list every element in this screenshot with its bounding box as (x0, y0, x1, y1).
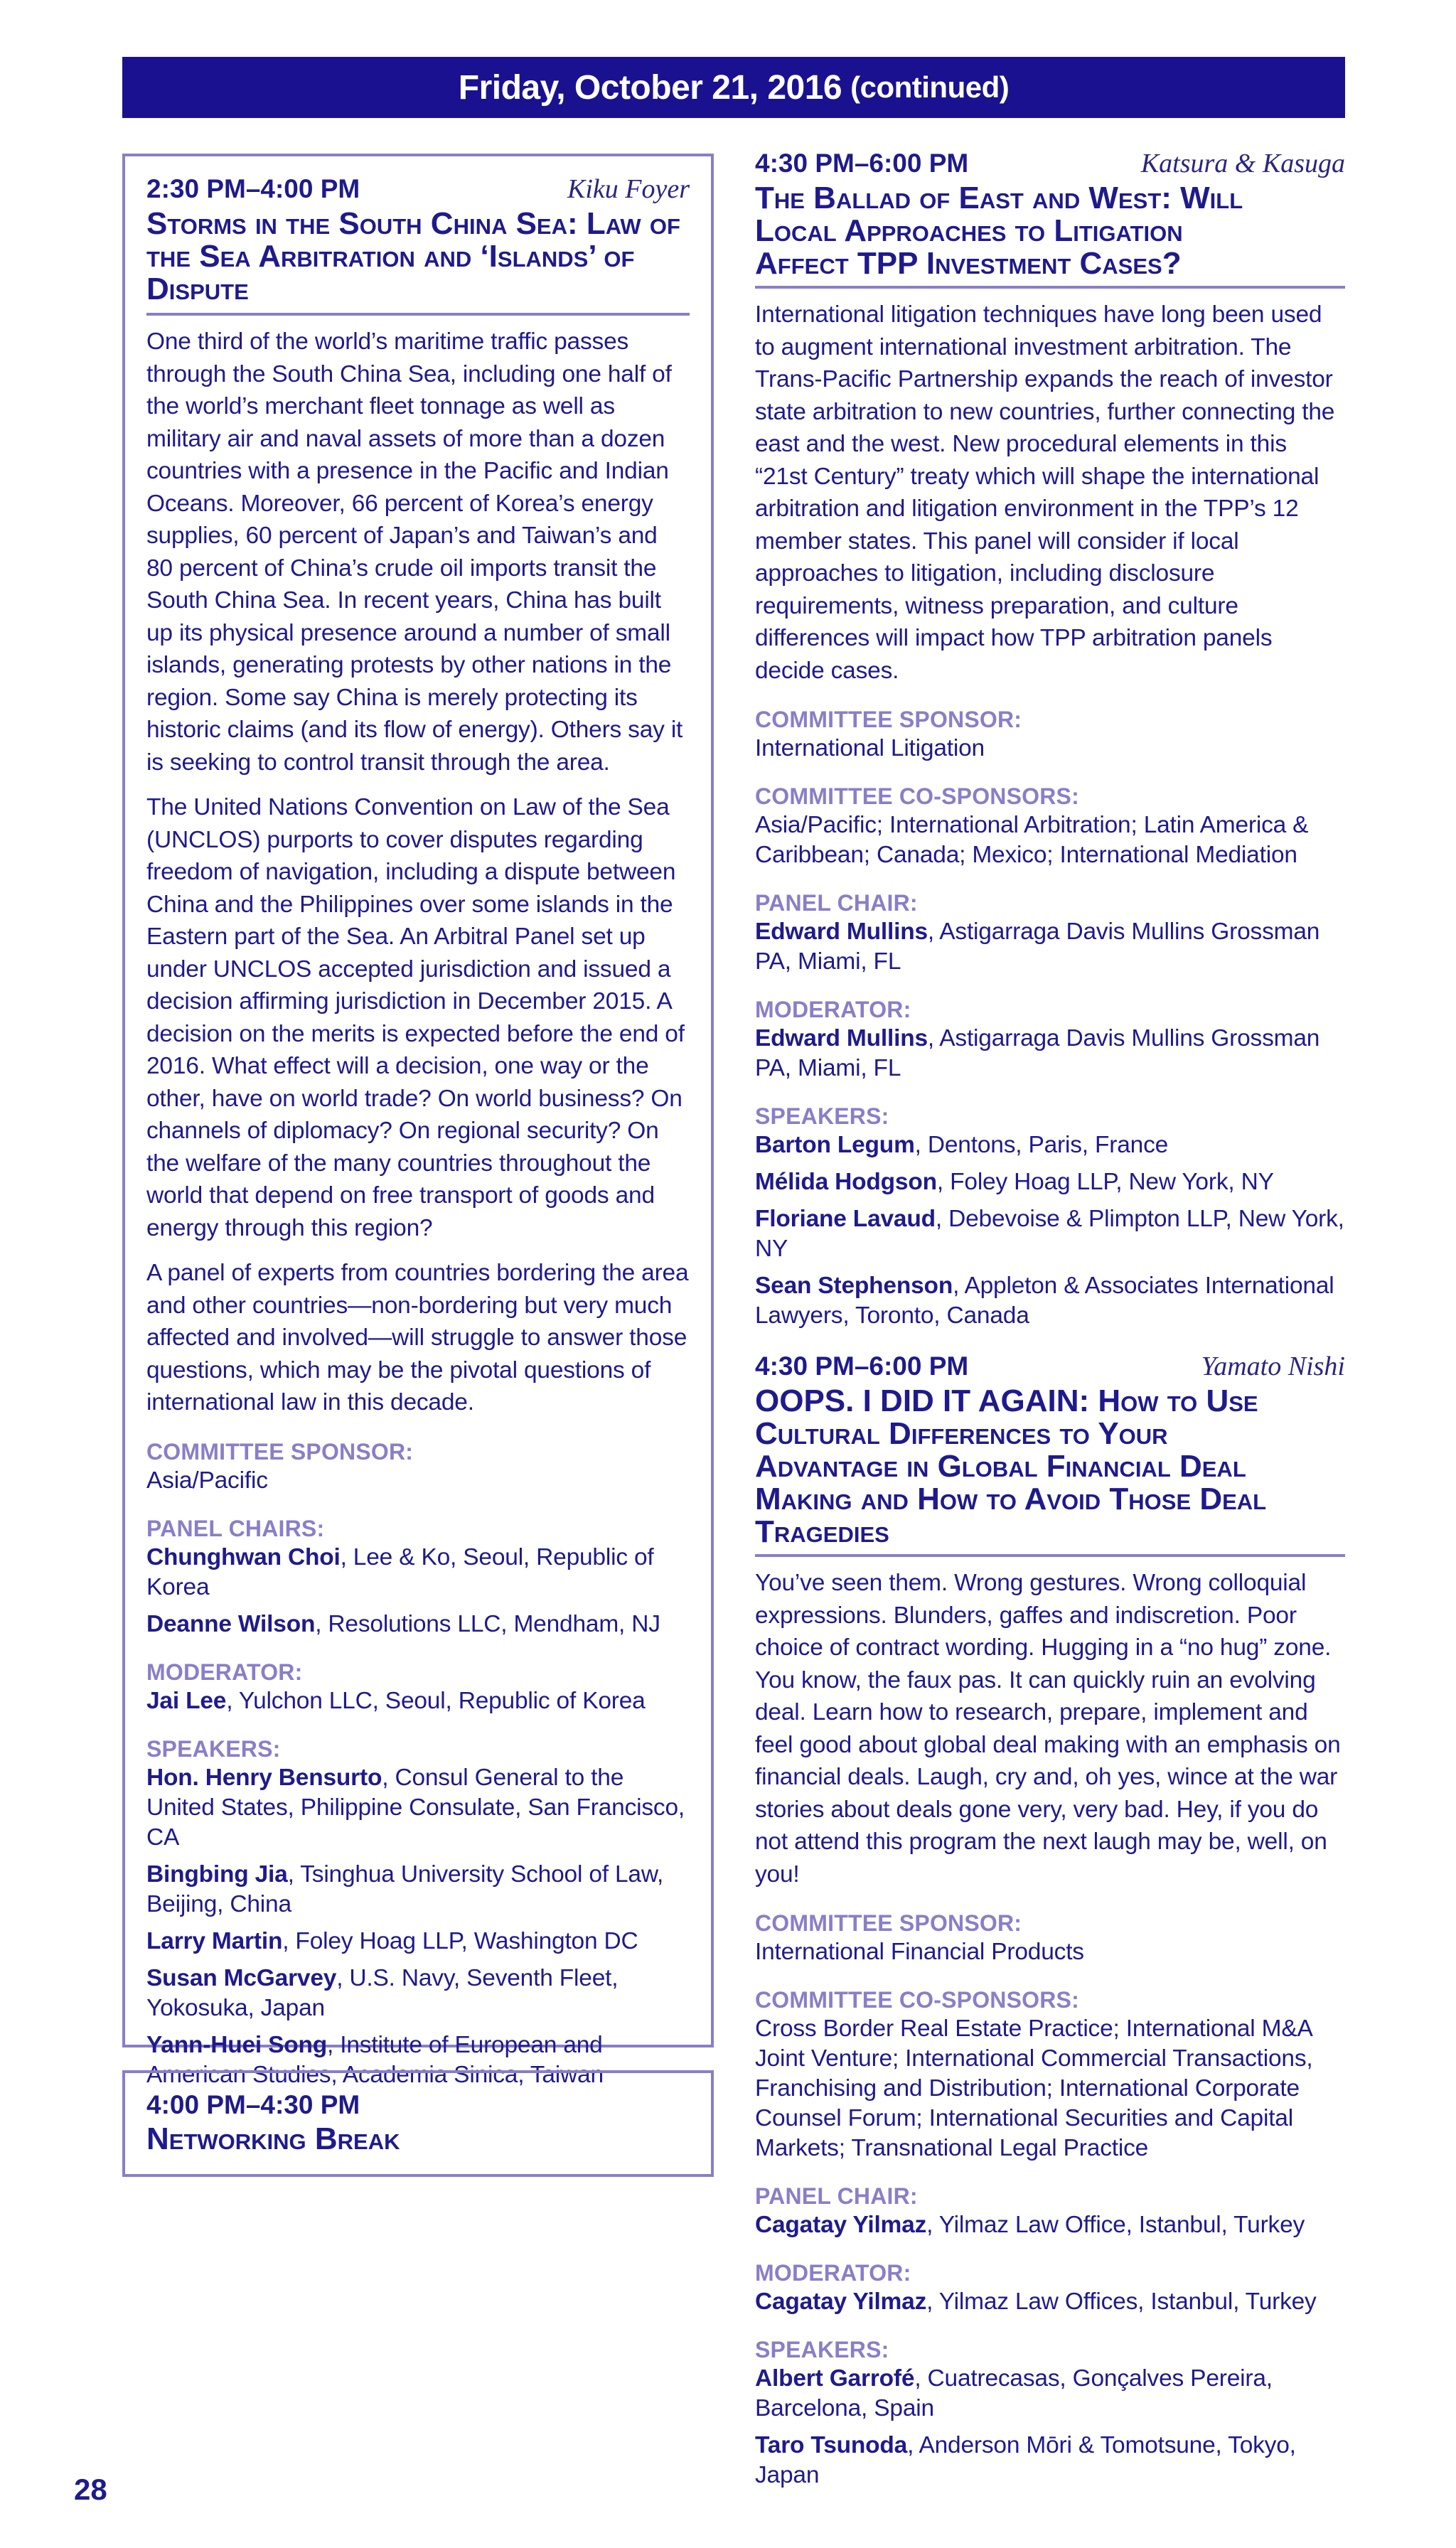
committee-sponsor-label: COMMITTEE SPONSOR: (146, 1438, 414, 1465)
person-name: Taro Tsunoda (755, 2432, 908, 2458)
moderator-label: MODERATOR: (146, 1659, 303, 1685)
moderator-label: MODERATOR: (755, 997, 911, 1022)
speakers-label: SPEAKERS: (755, 1103, 889, 1129)
person-affiliation: , Foley Hoag LLP, Washington DC (282, 1927, 638, 1954)
speaker-entry (755, 1271, 1345, 1331)
session-time: 2:30 PM–4:00 PM (146, 174, 360, 203)
session-title-lead: OOPS. I DID IT AGAIN: (755, 1383, 1090, 1418)
speaker-entry (146, 1964, 690, 2023)
session-title (755, 1385, 1310, 1548)
speakers-label: SPEAKERS: (146, 1735, 281, 1762)
person-name: Barton Legum (755, 1132, 915, 1158)
speaker-entry (755, 2431, 1345, 2490)
person-name: Albert Garrofé (755, 2365, 915, 2392)
person-name: Edward Mullins (755, 1025, 928, 1051)
session-spacer (755, 1331, 1345, 1351)
session-description-paragraph: One third of the world’s maritime traffic passes through the South China Sea, including one half of the world’s merchant fleet tonnage as well as military air and naval assets of more than a dozen countries with a presence in the Pacific and Indian Oceans. Moreover, 66 percent of Korea’s energy supplies, 60 percent of Japan’s and Taiwan’s and 80 percent of China’s crude oil imports transit the South China Sea. In recent years, China has built up its physical presence around a number of small islands, generating protests by other nations in the region. Some say China is merely protecting its historic claims (and its flow of energy). Others say it is seeking to control transit through the area. (146, 328, 683, 776)
session-description-paragraph: International litigation techniques have long been used to augment international investment arbitration. The Trans-Pacific Partnership expands the reach of investor state arbitration to new countries, further connecting the east and the west. New procedural elements in this “21st Century” treaty which will shape the international arbitration and litigation environment in the TPP’s 12 member states. This panel will consider if local approaches to litigation, including disclosure requirements, witness preparation, and culture differences will impact how TPP arbitration panels decide cases. (755, 301, 1335, 684)
committee-sponsor-label: COMMITTEE SPONSOR: (755, 1910, 1022, 1936)
person-name: Sean Stephenson (755, 1273, 953, 1299)
speaker-entry (146, 1927, 690, 1956)
session-box-south-china-sea (122, 154, 714, 2088)
panel-chair-label: PANEL CHAIR: (755, 2183, 918, 2209)
session-time: 4:00 PM–4:30 PM (146, 2090, 360, 2119)
session-title-rule (755, 286, 1345, 289)
session-header (146, 173, 690, 205)
banner-date: Friday, October 21, 2016 (458, 68, 842, 107)
speaker-entry (755, 1130, 1345, 1160)
person-name: Hon. Henry Bensurto (146, 1764, 382, 1791)
session-box-networking-break (122, 2070, 714, 2177)
panel-chair-entry (146, 1610, 690, 1639)
session-room: Yamato Nishi (1201, 1351, 1345, 1381)
right-column (755, 148, 1345, 2490)
person-name: Edward Mullins (755, 919, 928, 945)
speaker-entry (755, 2364, 1345, 2424)
person-affiliation: , Anderson Mōri & Tomotsune, Tokyo, Japan (755, 2432, 1296, 2488)
speaker-entry (146, 1860, 690, 1920)
committee-sponsor: Asia/Pacific (146, 1467, 268, 1494)
session-time: 4:30 PM–6:00 PM (755, 1351, 969, 1381)
person-name: Cagatay Yilmaz (755, 2212, 927, 2238)
person-name: Deanne Wilson (146, 1610, 316, 1637)
person-affiliation: , Astigarraga Davis Mullins Grossman PA, Miami, FL (755, 1025, 1320, 1081)
panel-chair-entry (755, 2210, 1345, 2240)
committee-sponsor: International Litigation (755, 735, 985, 761)
person-affiliation: , Consul General to the United States, Philippine Consulate, San Francisco, CA (146, 1764, 685, 1851)
person-name: Mélida Hodgson (755, 1169, 937, 1195)
person-name: Chunghwan Choi (146, 1543, 341, 1570)
person-affiliation: , Astigarraga Davis Mullins Grossman PA, Miami, FL (755, 919, 1320, 975)
panel-chair-entry (755, 917, 1345, 977)
person-affiliation: , Yilmaz Law Offices, Istanbul, Turkey (926, 2289, 1317, 2315)
person-affiliation: , Institute of European and American Studies, Academia Sinica, Taiwan (146, 2031, 604, 2088)
session-title: Networking Break (146, 2121, 400, 2156)
person-name: Floriane Lavaud (755, 1206, 936, 1232)
committee-co-sponsors: Asia/Pacific; International Arbitration; Latin America & Caribbean; Canada; Mexico; International Mediation (755, 812, 1309, 868)
person-name: Jai Lee (146, 1687, 227, 1714)
moderator-entry (146, 1686, 690, 1716)
committee-sponsor-label: COMMITTEE SPONSOR: (755, 707, 1022, 732)
person-affiliation: , Dentons, Paris, France (914, 1132, 1169, 1158)
session-room: Kiku Foyer (567, 174, 690, 204)
speakers-label: SPEAKERS: (755, 2337, 889, 2362)
person-affiliation: , Foley Hoag LLP, New York, NY (936, 1169, 1274, 1195)
person-name: Larry Martin (146, 1927, 283, 1954)
banner-continued: (continued) (850, 70, 1010, 104)
page-header-banner (122, 57, 1345, 118)
committee-sponsor: International Financial Products (755, 1939, 1084, 1965)
person-affiliation: , Debevoise & Plimpton LLP, New York, NY (755, 1206, 1344, 1262)
person-affiliation: , Appleton & Associates International Lawyers, Toronto, Canada (755, 1273, 1334, 1329)
panel-chair-label: PANEL CHAIR: (755, 890, 918, 916)
person-affiliation: , U.S. Navy, Seventh Fleet, Yokosuka, Japan (146, 1964, 619, 2021)
person-name: Cagatay Yilmaz (755, 2289, 927, 2315)
session-title-rest: How to Use Cultural Differences to Your Advantage in Global Financial Deal Making and How to Avoid Those Deal Tragedies (755, 1383, 1267, 1549)
moderator-entry (755, 2287, 1345, 2317)
person-affiliation: , Tsinghua University School of Law, Beijing, China (146, 1861, 664, 1917)
speaker-entry (755, 1167, 1345, 1197)
session-description-paragraph: The United Nations Convention on Law of the Sea (UNCLOS) purports to cover disputes regarding freedom of navigation, including a dispute between China and the Philippines over some islands in the Eastern part of the Sea. An Arbitral Panel set up under UNCLOS accepted jurisdiction and issued a decision affirming jurisdiction in December 2015. A decision on the merits is expected before the end of 2016. What effect will a decision, one way or the other, have on world trade? On world business? On channels of diplomacy? On regional security? On the welfare of the many countries throughout the world that depend on free transport of goods and energy through this region? (146, 794, 685, 1241)
panel-chairs-label: PANEL CHAIRS: (146, 1515, 325, 1541)
session-time: 4:30 PM–6:00 PM (755, 149, 969, 178)
person-name: Yann-Huei Song (146, 2031, 328, 2058)
person-affiliation: , Yulchon LLC, Seoul, Republic of Korea (226, 1687, 646, 1714)
person-affiliation: , Resolutions LLC, Mendham, NJ (315, 1610, 660, 1637)
person-affiliation: , Yilmaz Law Office, Istanbul, Turkey (926, 2212, 1305, 2238)
committee-co-sponsors-label: COMMITTEE CO-SPONSORS: (755, 1987, 1079, 2013)
person-name: Bingbing Jia (146, 1861, 288, 1888)
session-title-rule (755, 1554, 1345, 1557)
session-title: The Ballad of East and West: Will Local Approaches to Litigation Affect TPP Investment Cases? (755, 181, 1243, 281)
panel-chair-entry (146, 1543, 690, 1602)
person-name: Susan McGarvey (146, 1964, 337, 1991)
page-number: 28 (74, 2473, 107, 2506)
session-header (755, 1351, 1345, 1382)
moderator-label: MODERATOR: (755, 2260, 911, 2286)
session-title: Storms in the South China Sea: Law of the Sea Arbitration and ‘Islands’ of Dispute (146, 208, 690, 316)
committee-co-sponsors: Cross Border Real Estate Practice; International M&A Joint Venture; International Commercial Transactions, Franchising and Distribution; International Corporate Counsel Forum; International Securities and Capital Markets; Transnational Legal Practice (755, 2016, 1313, 2161)
committee-co-sponsors-label: COMMITTEE CO-SPONSORS: (755, 783, 1079, 809)
speaker-entry (146, 1763, 690, 1853)
person-affiliation: , Lee & Ko, Seoul, Republic of Korea (146, 1543, 654, 1600)
moderator-entry (755, 1024, 1345, 1083)
session-room: Katsura & Kasuga (1140, 149, 1345, 178)
person-affiliation: , Cuatrecasas, Gonçalves Pereira, Barcelona, Spain (755, 2365, 1273, 2421)
speaker-entry (755, 1204, 1345, 1264)
session-description-paragraph: You’ve seen them. Wrong gestures. Wrong colloquial expressions. Blunders, gaffes and indiscretion. Poor choice of contract wording. Hugging in a “no hug” zone. You know, the faux pas. It can quickly ruin an evolving deal. Learn how to research, prepare, implement and feel good about global deal making with an emphasis on financial deals. Laugh, cry and, oh yes, wince at the war stories about deals gone very, very bad. Hey, if you do not attend this program the next laugh may be, well, on you! (755, 1570, 1341, 1888)
session-description-paragraph: A panel of experts from countries bordering the area and other countries—non-bordering but very much affected and involved—will struggle to answer those questions, which may be the pivotal questions of international law in this decade. (146, 1260, 689, 1415)
session-header (755, 148, 1345, 179)
